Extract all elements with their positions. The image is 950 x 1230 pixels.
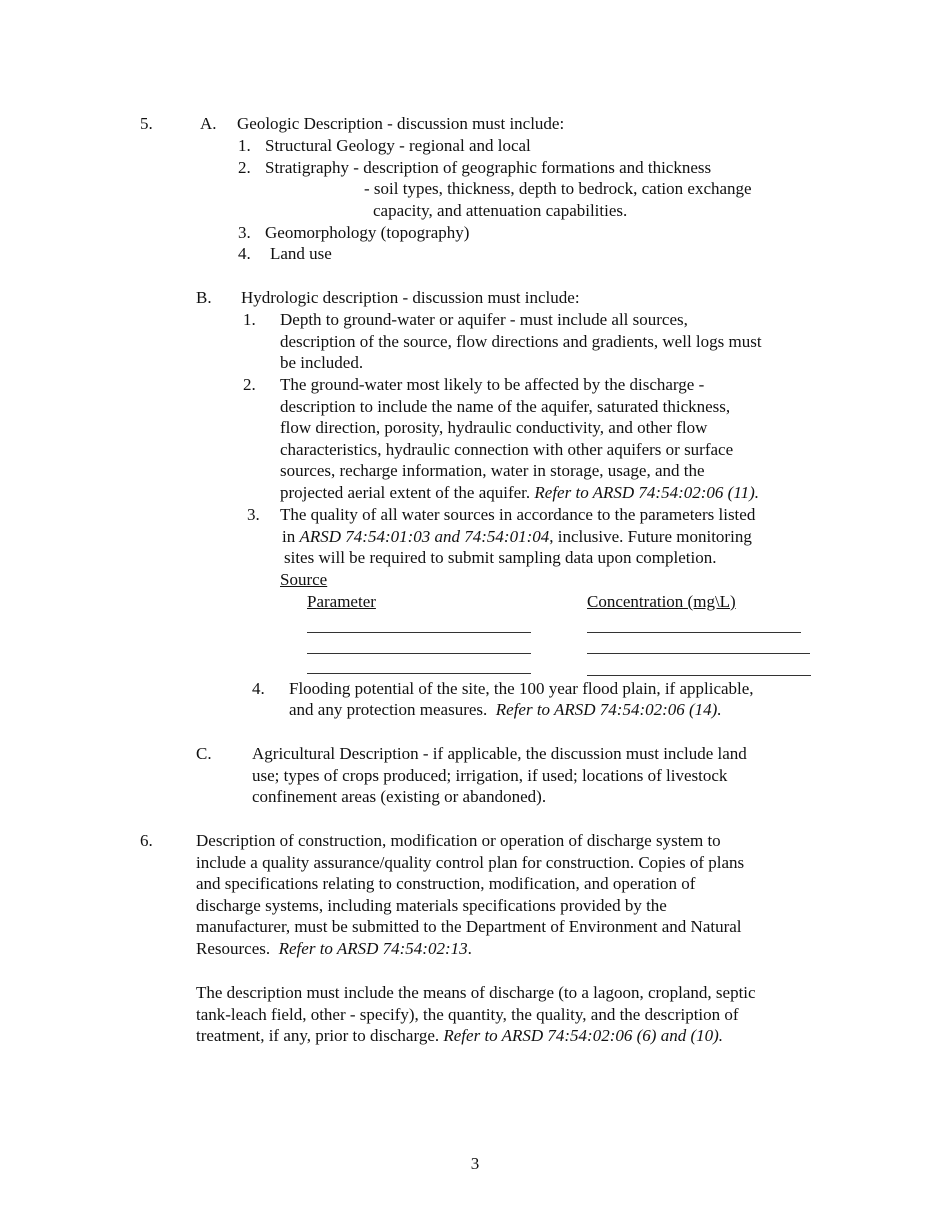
text-line <box>196 1025 756 1047</box>
regulation-reference: Refer to ARSD 74:54:02:13 <box>278 938 468 958</box>
list-item-number: 1. <box>238 136 251 155</box>
text-run: projected aerial extent of the aquifer. <box>280 482 535 502</box>
list-item-number: 2. <box>238 158 251 177</box>
text-line: and specifications relating to construction, modification, and operation of <box>196 874 696 894</box>
text-line <box>289 699 722 721</box>
list-item-number: 3. <box>238 223 251 242</box>
regulation-reference: ARSD 74:54:01:03 and 74:54:01:04 <box>299 527 550 546</box>
section-5-number: 5. <box>140 114 153 133</box>
list-item-number: 3. <box>247 505 260 524</box>
discharge-paragraph <box>196 982 756 1047</box>
list-item: Structural Geology - regional and local <box>265 136 531 155</box>
text-run: in <box>282 527 300 546</box>
subsection-c-letter: C. <box>196 744 212 763</box>
hydrologic-item-1-text <box>280 309 762 374</box>
page-number: 3 <box>470 1154 480 1173</box>
text-line <box>282 526 752 548</box>
subsection-b-letter: B. <box>196 288 212 307</box>
text-line: description of the source, flow directions and gradients, well logs must <box>280 331 762 351</box>
parameter-blank-line[interactable] <box>307 653 531 654</box>
text-run: . <box>467 938 472 958</box>
text-line <box>280 482 759 504</box>
parameter-column-header: Parameter <box>307 592 376 611</box>
text-line: characteristics, hydraulic connection with other aquifers or surface <box>280 439 734 459</box>
regulation-reference: Refer to ARSD 74:54:02:06 (6) and (10). <box>443 1026 724 1046</box>
hydrologic-heading: Hydrologic description - discussion must include: <box>241 288 580 307</box>
text-line: Description of construction, modification or operation of discharge system to <box>196 831 721 850</box>
list-item: Stratigraphy - description of geographic formations and thickness <box>265 158 712 177</box>
text-line: The quality of all water sources in accordance to the parameters listed <box>280 505 756 524</box>
list-item: Land use <box>270 244 332 263</box>
concentration-blank-line[interactable] <box>587 632 801 633</box>
construction-paragraph <box>196 830 744 960</box>
parameter-blank-line[interactable] <box>307 673 531 674</box>
concentration-blank-line[interactable] <box>587 653 810 654</box>
text-run: and any protection measures. <box>289 700 496 719</box>
text-line: confinement areas (existing or abandoned). <box>252 787 547 807</box>
concentration-blank-line[interactable] <box>587 675 811 676</box>
text-line <box>196 938 744 960</box>
text-run: Resources. <box>196 938 279 958</box>
text-run: , inclusive. Future monitoring <box>549 527 752 546</box>
text-line: manufacturer, must be submitted to the Department of Environment and Natural <box>196 917 742 937</box>
list-item-continuation: capacity, and attenuation capabilities. <box>373 201 628 220</box>
section-6-number: 6. <box>140 831 153 850</box>
text-line: tank-leach field, other - specify), the quantity, the quality, and the description of <box>196 1004 739 1024</box>
list-item-continuation: - soil types, thickness, depth to bedrock, cation exchange <box>364 179 752 198</box>
source-label: Source <box>280 570 328 589</box>
regulation-reference: Refer to ARSD 74:54:02:06 (14). <box>495 700 722 719</box>
text-line: flow direction, porosity, hydraulic conductivity, and other flow <box>280 418 708 438</box>
text-line: include a quality assurance/quality control plan for construction. Copies of plans <box>196 852 745 872</box>
text-line: Flooding potential of the site, the 100 year flood plain, if applicable, <box>289 679 754 698</box>
text-line: be included. <box>280 353 364 373</box>
text-line: use; types of crops produced; irrigation, if used; locations of livestock <box>252 765 728 785</box>
text-line: discharge systems, including materials specifications provided by the <box>196 895 667 915</box>
text-line: Agricultural Description - if applicable, the discussion must include land <box>252 744 747 763</box>
list-item: Geomorphology (topography) <box>265 223 470 242</box>
concentration-column-header: Concentration (mg\L) <box>587 592 736 611</box>
text-line: sites will be required to submit sampling data upon completion. <box>284 548 717 567</box>
hydrologic-item-2-text <box>280 374 759 504</box>
text-line: description to include the name of the aquifer, saturated thickness, <box>280 396 731 416</box>
text-line: Depth to ground-water or aquifer - must include all sources, <box>280 310 688 329</box>
list-item-number: 1. <box>243 310 256 329</box>
list-item-number: 2. <box>243 375 256 394</box>
subsection-a-letter: A. <box>200 114 217 133</box>
geologic-heading: Geologic Description - discussion must include: <box>237 114 565 133</box>
regulation-reference: Refer to ARSD 74:54:02:06 (11). <box>534 482 759 502</box>
text-line: sources, recharge information, water in storage, usage, and the <box>280 461 705 481</box>
text-run: treatment, if any, prior to discharge. <box>196 1026 444 1046</box>
agricultural-description <box>252 743 747 808</box>
text-line: The description must include the means of discharge (to a lagoon, cropland, septic <box>196 983 756 1002</box>
parameter-blank-line[interactable] <box>307 632 531 633</box>
list-item-number: 4. <box>252 679 265 698</box>
text-line: The ground-water most likely to be affected by the discharge - <box>280 375 705 394</box>
list-item-number: 4. <box>238 244 251 263</box>
